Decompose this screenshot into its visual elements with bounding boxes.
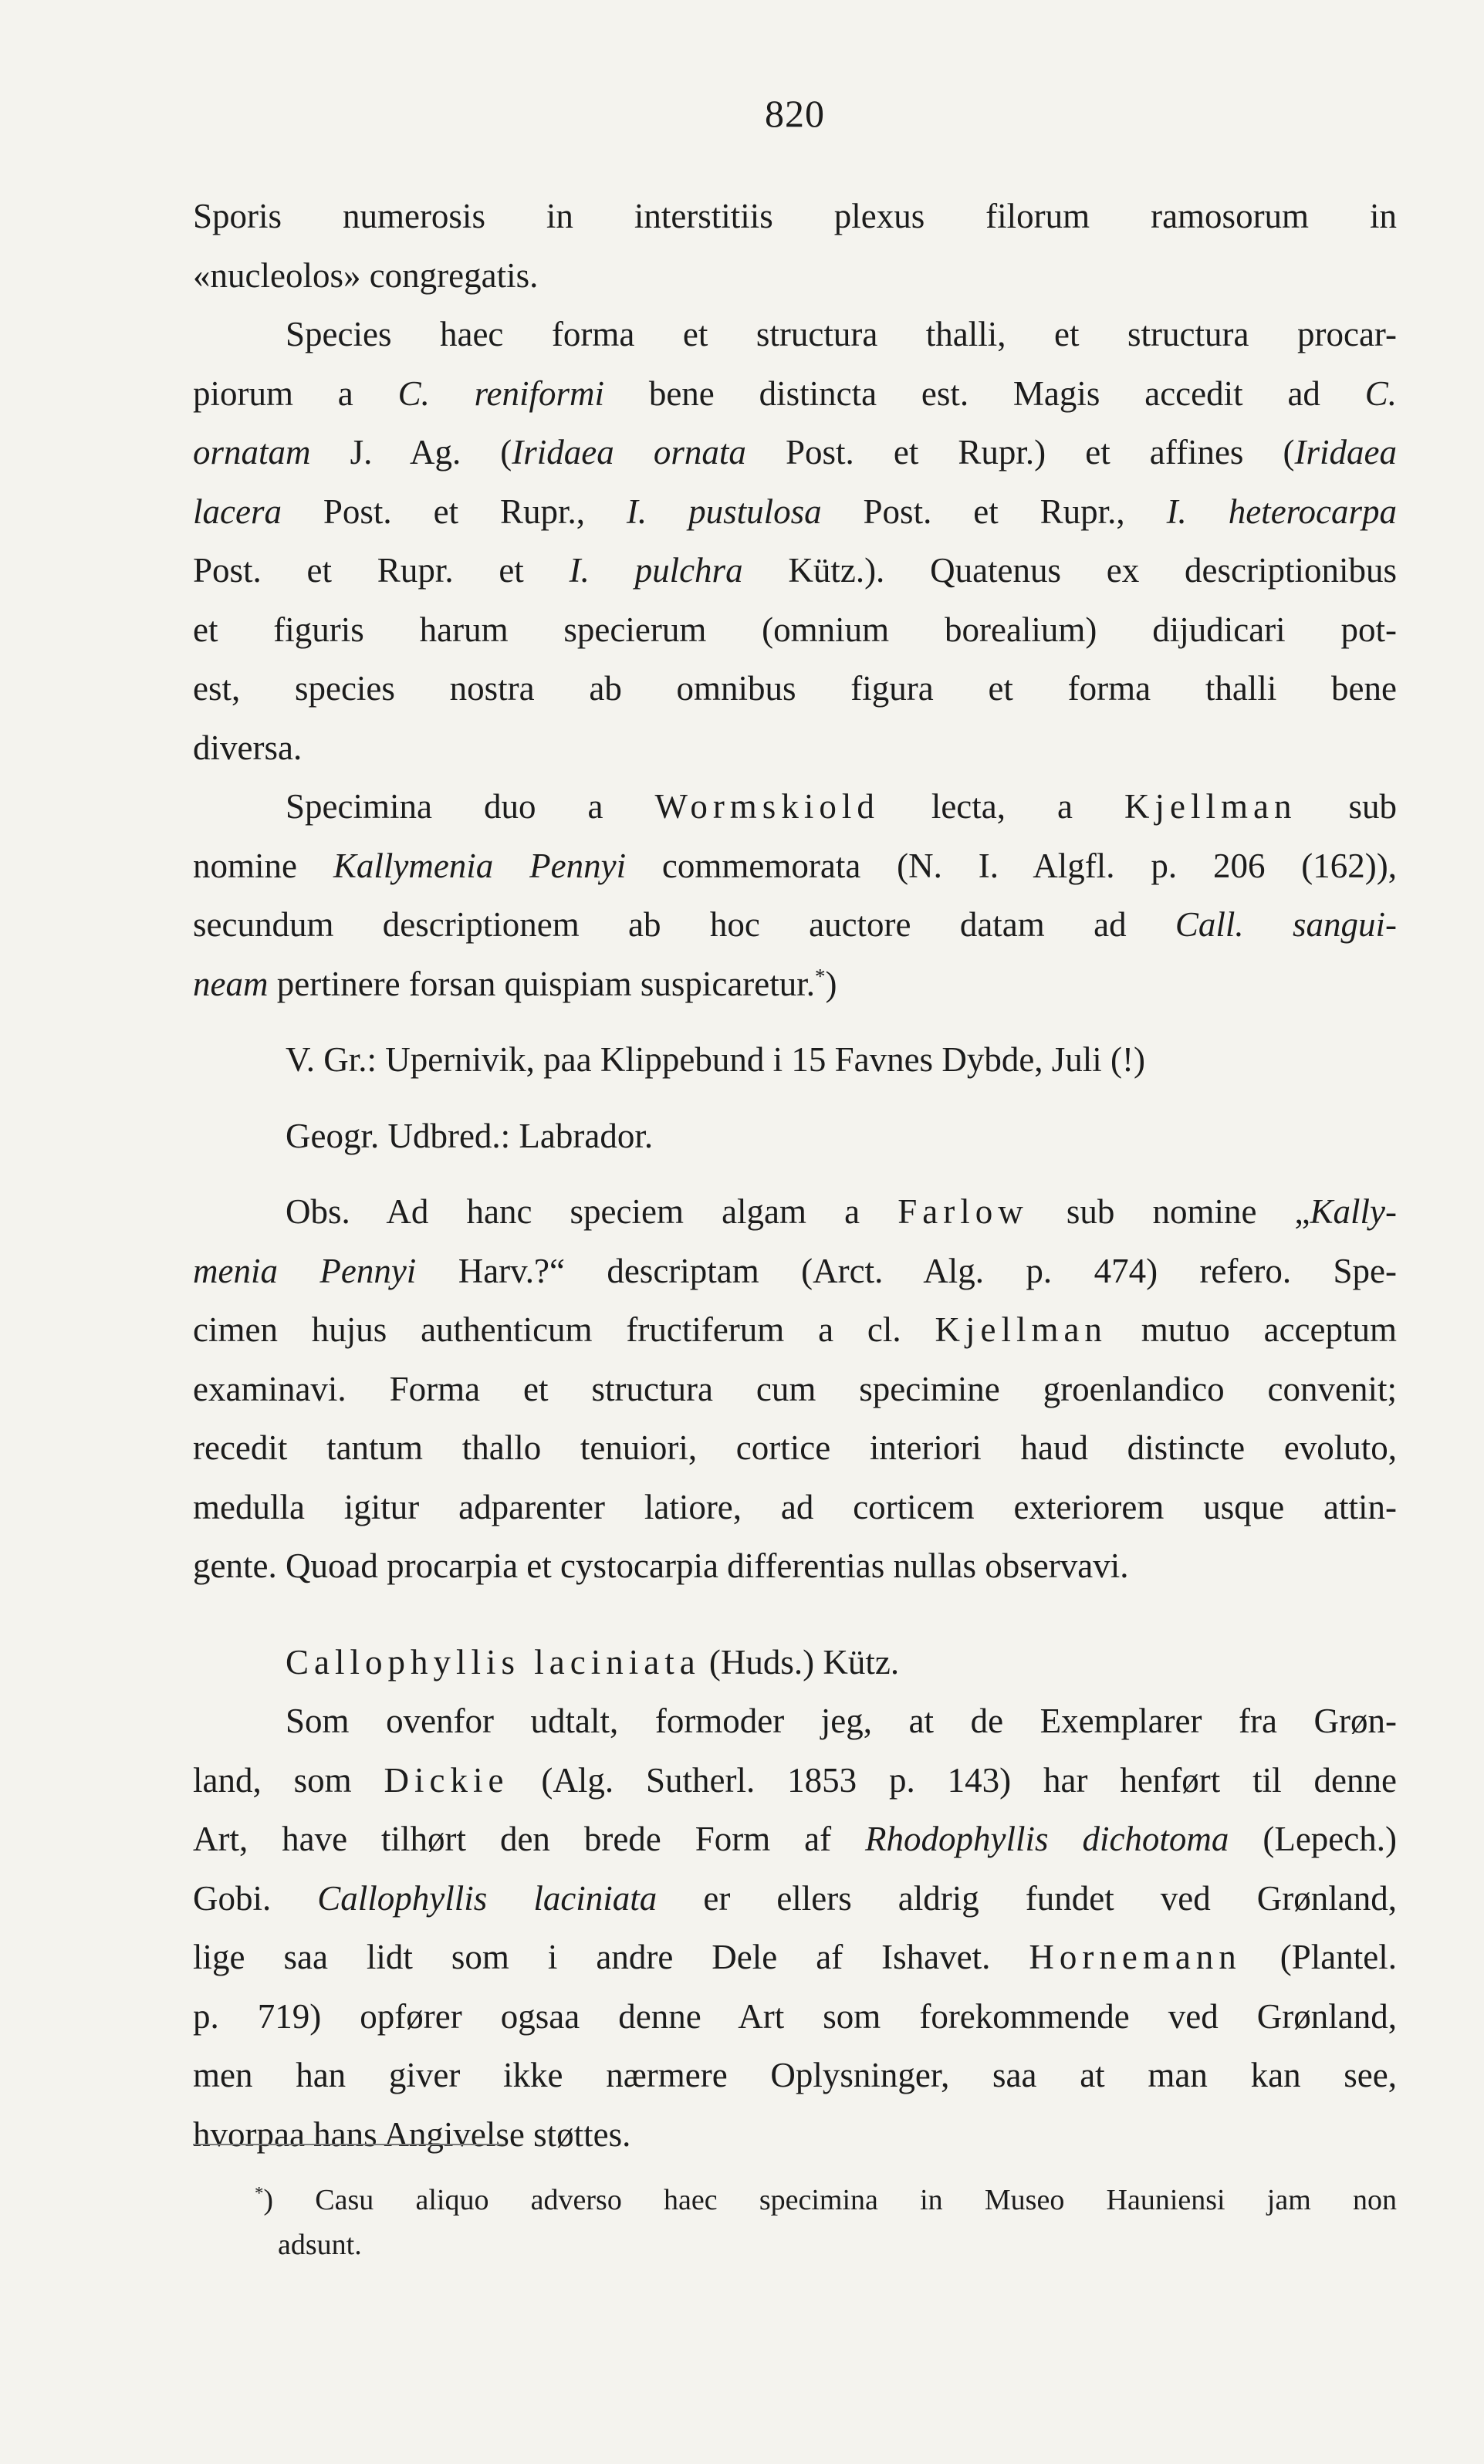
- text-line: examinavi. Forma et structura cum specimine groenlandico convenit;: [193, 1369, 1397, 1408]
- page-number: 820: [765, 92, 825, 135]
- text-line: neam pertinere forsan quispiam suspicaretur.*): [193, 964, 837, 1003]
- text-line: cimen hujus authenticum fructiferum a cl. Kjellman mutuo acceptum: [193, 1310, 1397, 1349]
- footnote-marker: *: [255, 2183, 264, 2203]
- footnote-line: *) Casu aliquo adverso haec specimina in Museo Hauniensi jam non: [255, 2183, 1397, 2216]
- distribution-line: Geogr. Udbred.: Labrador.: [286, 1116, 654, 1155]
- text-line: p. 719) opfører ogsaa denne Art som forekommende ved Grønland,: [193, 1996, 1397, 2036]
- text-line: ornatam J. Ag. (Iridaea ornata Post. et Rupr.) et affines (Iridaea: [193, 433, 1397, 472]
- species-heading: Callophyllis laciniata (Huds.) Kütz.: [286, 1642, 900, 1682]
- habitat-line: V. Gr.: Upernivik, paa Klippebund i 15 Favnes Dybde, Juli (!): [286, 1040, 1146, 1079]
- text-line: Gobi. Callophyllis laciniata er ellers aldrig fundet ved Grønland,: [193, 1878, 1398, 1918]
- text-line: hvorpaa hans Angivelse støttes.: [193, 2114, 631, 2154]
- text-line: lige saa lidt som i andre Dele af Ishavet. Hornemann (Plantel.: [193, 1938, 1397, 1976]
- text-line: Species haec forma et structura thalli, et structura procar-: [286, 315, 1397, 353]
- text-line: diversa.: [193, 728, 303, 767]
- footnote: [255, 2178, 1397, 2267]
- footnote-divider: [193, 2144, 505, 2145]
- text-line: et figuris harum specierum (omnium borealium) dijudicari pot-: [193, 610, 1397, 649]
- text-line: «nucleolos» congregatis.: [193, 255, 539, 295]
- text-line: lacera Post. et Rupr., I. pustulosa Post. et Rupr., I. heterocarpa: [193, 492, 1397, 531]
- text-line: Art, have tilhørt den brede Form af Rhodophyllis dichotoma (Lepech.): [193, 1820, 1397, 1858]
- text-line: nomine Kallymenia Pennyi commemorata (N. I. Algfl. p. 206 (162)),: [193, 846, 1398, 885]
- text-line: Specimina duo a Wormskiold lecta, a Kjellman sub: [286, 787, 1397, 826]
- text-line: Post. et Rupr. et I. pulchra Kütz.). Quatenus ex descriptionibus: [193, 551, 1397, 590]
- text-line: menia Pennyi Harv.?“ descriptam (Arct. Alg. p. 474) refero. Spe-: [193, 1251, 1397, 1290]
- text-line: piorum a C. reniformi bene distincta est. Magis accedit ad C.: [193, 373, 1397, 413]
- text-line: secundum descriptionem ab hoc auctore datam ad Call. sangui-: [193, 905, 1397, 944]
- text-line: men han giver ikke nærmere Oplysninger, saa at man kan see,: [193, 2056, 1397, 2094]
- footnote-line: adsunt.: [278, 2229, 362, 2261]
- footnote-marker: *: [815, 964, 826, 988]
- text-line: Sporis numerosis in interstitiis plexus filorum ramosorum in: [193, 197, 1397, 235]
- body-text: [193, 187, 1397, 2164]
- text-line: Obs. Ad hanc speciem algam a Farlow sub nomine „Kally-: [286, 1192, 1397, 1231]
- text-line: Som ovenfor udtalt, formoder jeg, at de Exemplarer fra Grøn-: [286, 1702, 1397, 1740]
- text-line: gente. Quoad procarpia et cystocarpia differentias nullas observavi.: [193, 1546, 1129, 1585]
- text-line: land, som Dickie (Alg. Sutherl. 1853 p. 143) har henført til denne: [193, 1760, 1397, 1800]
- text-line: medulla igitur adparenter latiore, ad corticem exteriorem usque attin-: [193, 1487, 1397, 1526]
- text-line: recedit tantum thallo tenuiori, cortice interiori haud distincte evoluto,: [193, 1428, 1397, 1467]
- text-line: est, species nostra ab omnibus figura et forma thalli bene: [193, 669, 1397, 708]
